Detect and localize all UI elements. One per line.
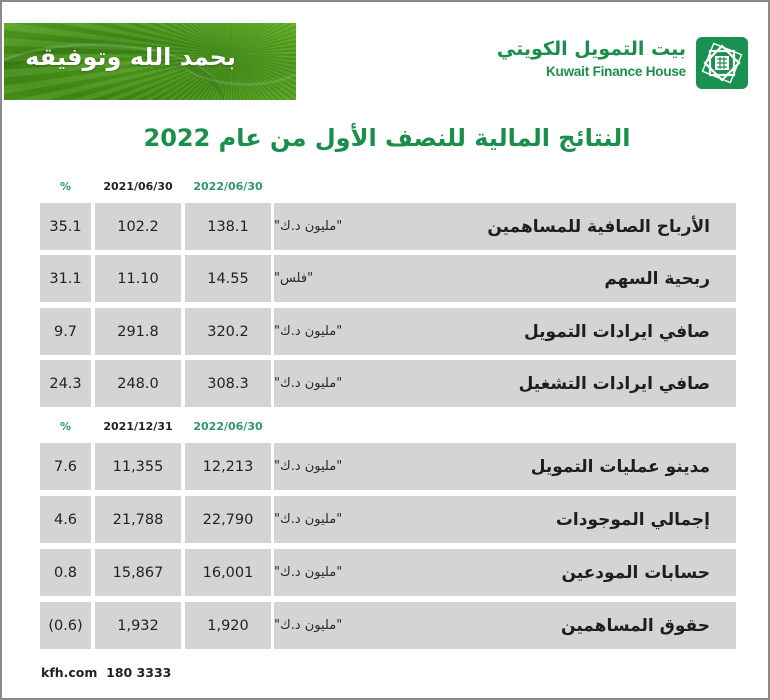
- section2-header-curr: 2022/06/30: [193, 420, 263, 433]
- table-row: [40, 496, 736, 543]
- cell-prev: 21,788: [95, 496, 181, 543]
- cell-prev: 15,867: [95, 549, 181, 596]
- table-row: [40, 443, 736, 490]
- footer-phone: 180 3333: [106, 665, 172, 680]
- table-row: [40, 360, 736, 407]
- row-label: إجمالي الموجودات: [555, 509, 710, 530]
- cell-prev: 11.10: [95, 255, 181, 302]
- cell-pct: 35.1: [40, 203, 91, 250]
- footer-website: kfh.com: [41, 665, 98, 680]
- row-label: ربحية السهم: [604, 268, 710, 289]
- cell-pct: 24.3: [40, 360, 91, 407]
- cell-label: [274, 203, 736, 250]
- cell-curr: 12,213: [185, 443, 271, 490]
- table-row: [40, 308, 736, 355]
- cell-prev: 291.8: [95, 308, 181, 355]
- cell-curr: 14.55: [185, 255, 271, 302]
- cell-label: [274, 308, 736, 355]
- section2-header-pct: %: [59, 420, 72, 433]
- cell-prev: 11,355: [95, 443, 181, 490]
- cell-prev: 248.0: [95, 360, 181, 407]
- table-row: [40, 203, 736, 250]
- banner-text: بحمد الله وتوفيقه: [25, 43, 236, 71]
- cell-pct: 31.1: [40, 255, 91, 302]
- section1-header-prev: 2021/06/30: [103, 180, 173, 193]
- cell-curr: 138.1: [185, 203, 271, 250]
- row-label: الأرباح الصافية للمساهمين: [487, 216, 710, 237]
- page-title: النتائج المالية للنصف الأول من عام 2022: [143, 124, 631, 152]
- section1-header-pct: %: [59, 180, 72, 193]
- table-row: [40, 602, 736, 649]
- cell-label: [274, 496, 736, 543]
- cell-curr: 22,790: [185, 496, 271, 543]
- cell-label: [274, 602, 736, 649]
- cell-curr: 320.2: [185, 308, 271, 355]
- green-banner: [4, 23, 296, 100]
- row-unit: "مليون د.ك": [274, 459, 343, 474]
- table-row: [40, 549, 736, 596]
- row-label: حسابات المودعين: [561, 562, 710, 583]
- row-unit: "مليون د.ك": [274, 618, 343, 633]
- cell-curr: 308.3: [185, 360, 271, 407]
- row-unit: "مليون د.ك": [274, 512, 343, 527]
- logo-name-arabic: بيت التمويل الكويتي: [496, 38, 686, 60]
- row-unit: "مليون د.ك": [274, 324, 343, 339]
- row-unit: "فلس": [274, 271, 314, 286]
- cell-prev: 1,932: [95, 602, 181, 649]
- cell-curr: 16,001: [185, 549, 271, 596]
- cell-prev: 102.2: [95, 203, 181, 250]
- cell-pct: (0.6): [40, 602, 91, 649]
- cell-pct: 0.8: [40, 549, 91, 596]
- cell-pct: 9.7: [40, 308, 91, 355]
- section2-header-prev: 2021/12/31: [103, 420, 173, 433]
- section1-header-curr: 2022/06/30: [193, 180, 263, 193]
- cell-pct: 4.6: [40, 496, 91, 543]
- kfh-logo: [496, 36, 752, 92]
- logo-name-english: Kuwait Finance House: [545, 64, 686, 79]
- row-label: صافي ايرادات التمويل: [524, 321, 710, 342]
- row-unit: "مليون د.ك": [274, 376, 343, 391]
- cell-label: [274, 549, 736, 596]
- footer-contact: [41, 665, 171, 680]
- row-label: حقوق المساهمين: [561, 615, 710, 636]
- cell-label: [274, 255, 736, 302]
- cell-pct: 7.6: [40, 443, 91, 490]
- row-unit: "مليون د.ك": [274, 565, 343, 580]
- row-unit: "مليون د.ك": [274, 219, 343, 234]
- kfh-octagram-logo-icon: [696, 37, 748, 89]
- cell-label: [274, 360, 736, 407]
- cell-label: [274, 443, 736, 490]
- row-label: صافي ايرادات التشغيل: [518, 373, 710, 394]
- cell-curr: 1,920: [185, 602, 271, 649]
- row-label: مدينو عمليات التمويل: [530, 456, 710, 477]
- table-row: [40, 255, 736, 302]
